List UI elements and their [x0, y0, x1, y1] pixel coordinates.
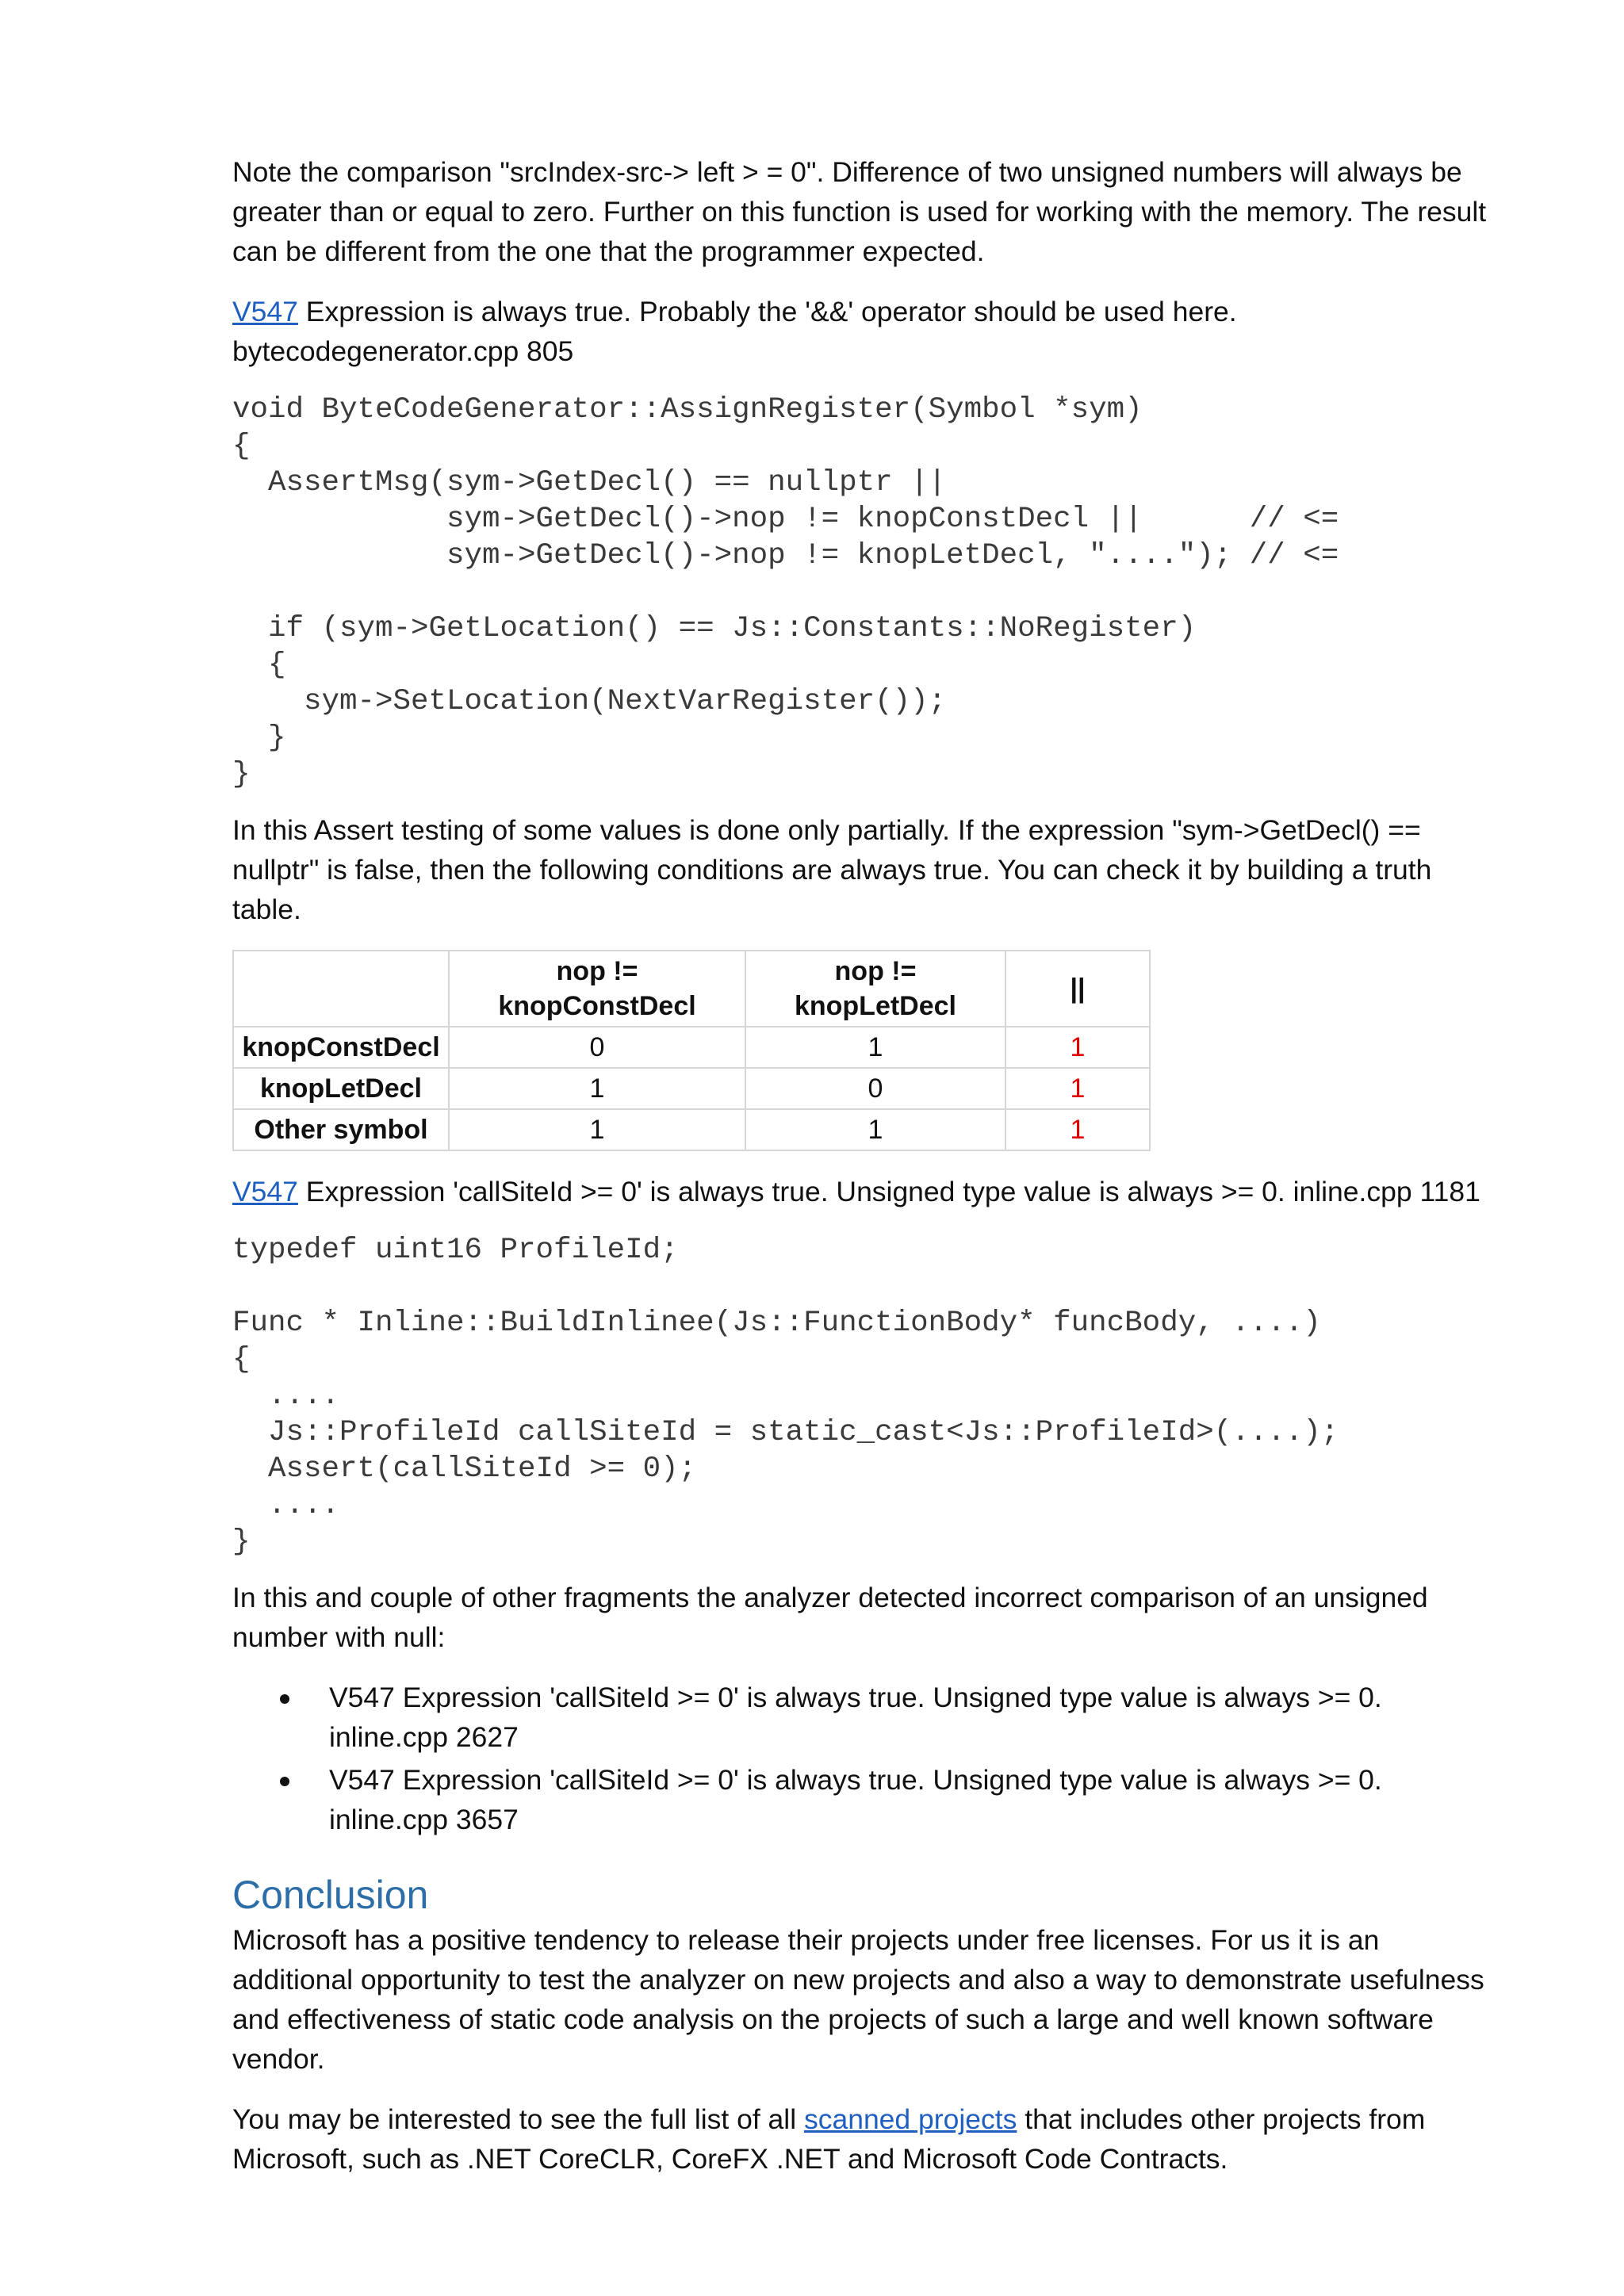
truth-table-header: ||: [1005, 951, 1150, 1027]
truth-table-row-label: knopLetDecl: [233, 1068, 449, 1109]
truth-table-row-label: knopConstDecl: [233, 1027, 449, 1068]
paragraph-text: that includes other projects from Microsoft, such as .NET CoreCLR, CoreFX .NET and Microsoft Code Contracts.: [232, 2103, 1426, 2175]
truth-table-result-cell: 1: [1005, 1068, 1150, 1109]
warning-list: [232, 1678, 1505, 1839]
warning-text: Expression 'callSiteId >= 0' is always true. Unsigned type value is always >= 0. inline.cpp 1181: [297, 1176, 1480, 1207]
truth-table-header: nop != knopLetDecl: [745, 951, 1005, 1027]
v547-link[interactable]: V547: [232, 296, 298, 327]
scanned-projects-link[interactable]: scanned projects: [803, 2103, 1017, 2135]
truth-table-cell: 1: [449, 1109, 745, 1150]
truth-table-cell: 1: [745, 1109, 1005, 1150]
list-item-text: V547 Expression 'callSiteId >= 0' is always true. Unsigned type value is always >= 0. inline.cpp 3657: [329, 1764, 1382, 1835]
truth-table-result-cell: 1: [1005, 1027, 1150, 1068]
list-item: [232, 1678, 1505, 1757]
unsigned-comparison-paragraph: In this and couple of other fragments the analyzer detected incorrect comparison of an unsigned number with null:: [232, 1582, 1428, 1653]
conclusion-heading: Conclusion: [232, 1873, 429, 1917]
warning-v547-bytecodegenerator: [232, 292, 1505, 371]
code-block-assign-register: void ByteCodeGenerator::AssignRegister(Symbol *sym) { AssertMsg(sym->GetDecl() == nullptr || sym->GetDecl()->nop != knopConstDecl || // <= sym->GetDecl()->nop != knopLetDecl, "...."); // <= if (sym->GetLocation() == Js::Constants::NoRegister) { sym->SetLocation(NextVarRegister()); } }: [232, 393, 1339, 791]
truth-table-cell: 1: [449, 1068, 745, 1109]
truth-table-corner: [233, 951, 449, 1027]
truth-table-header: nop != knopConstDecl: [449, 951, 745, 1027]
truth-table-row: [233, 1068, 1150, 1109]
truth-table-row-label: Other symbol: [233, 1109, 449, 1150]
truth-table-result-cell: 1: [1005, 1109, 1150, 1150]
bullet-icon: [280, 1777, 289, 1786]
warning-text: Expression is always true. Probably the '&&' operator should be used here. bytecodegenerator.cpp 805: [232, 296, 1237, 367]
conclusion-paragraph: Microsoft has a positive tendency to release their projects under free licenses. For us it is an additional opportunity to test the analyzer on new projects and also a way to demonstrate usefulness and effectiveness of static code analysis on the projects of such a large and well known software vendor.: [232, 1924, 1484, 2075]
truth-table: [232, 950, 1151, 1151]
code-block-build-inlinee: typedef uint16 ProfileId; Func * Inline::BuildInlinee(Js::FunctionBody* funcBody, ....) { .... Js::ProfileId callSiteId = static_cast<Js::ProfileId>(....); Assert(callSiteId >= 0); .... }: [232, 1234, 1339, 1559]
truth-table-cell: 0: [449, 1027, 745, 1068]
list-item: [232, 1760, 1505, 1839]
v547-link[interactable]: V547: [232, 1176, 298, 1207]
bullet-icon: [280, 1694, 289, 1704]
assert-explanation-paragraph: In this Assert testing of some values is done only partially. If the expression "sym->GetDecl() == nullptr" is false, then the following conditions are always true. You can check it by building a truth table.: [232, 814, 1432, 925]
list-item-text: V547 Expression 'callSiteId >= 0' is always true. Unsigned type value is always >= 0. inline.cpp 2627: [329, 1682, 1382, 1753]
truth-table-cell: 1: [745, 1027, 1005, 1068]
truth-table-cell: 0: [745, 1068, 1005, 1109]
warning-v547-inline: [232, 1172, 1505, 1211]
truth-table-row: [233, 1109, 1150, 1150]
scanned-projects-paragraph: [232, 2099, 1505, 2179]
truth-table-row: [233, 1027, 1150, 1068]
intro-paragraph: Note the comparison "srcIndex-src-> left > = 0". Difference of two unsigned numbers will always be greater than or equal to zero. Further on this function is used for working with the memory. The result can be different from the one that the programmer expected.: [232, 156, 1487, 267]
paragraph-text: You may be interested to see the full list of all: [232, 2103, 804, 2135]
truth-table-header-row: [233, 951, 1150, 1027]
